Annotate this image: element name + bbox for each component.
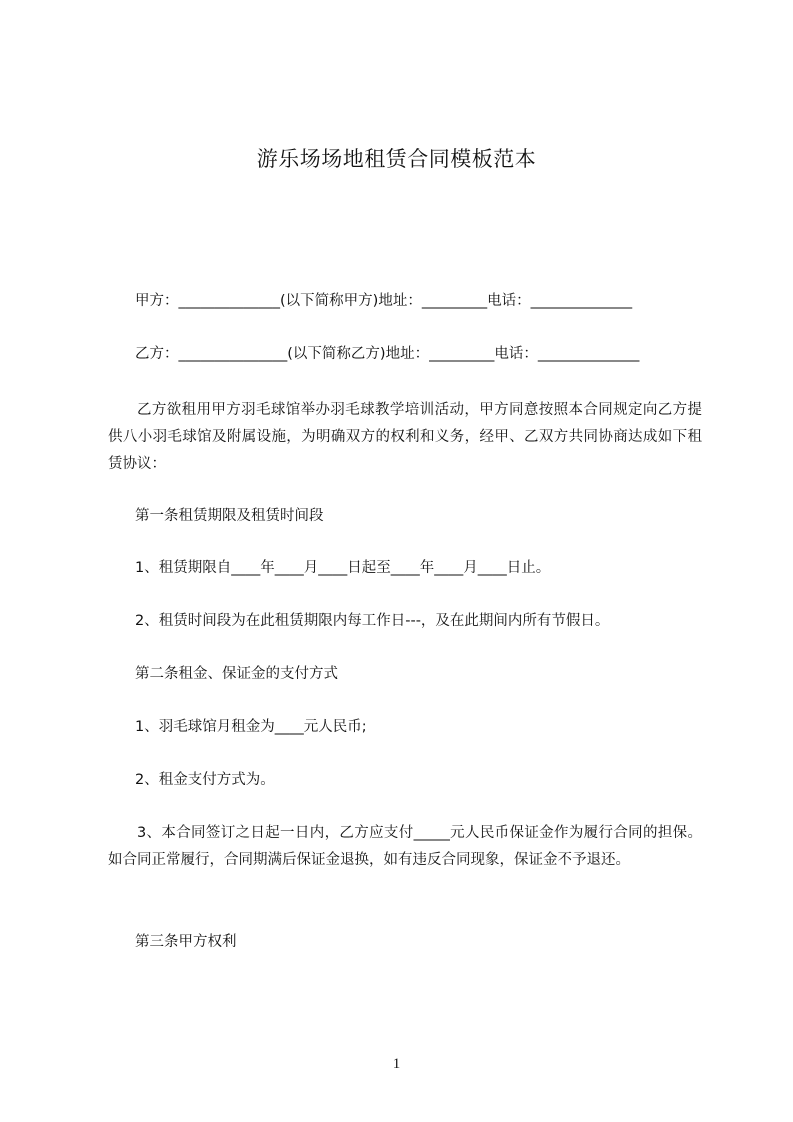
page-number: 1: [392, 1056, 401, 1072]
article-2-item-1: 1、羽毛球馆月租金为____元人民币;: [135, 719, 367, 735]
intro-paragraph: 乙方欲租用甲方羽毛球馆举办羽毛球教学培训活动，甲方同意按照本合同规定向乙方提供八小羽毛球馆及附属设施，为明确双方的权利和义务，经甲、乙双方共同协商达成如下租赁协议：: [108, 402, 702, 472]
article-1-item-1: 1、租赁期限自____年____月____日起至____年____月____日止。: [135, 560, 551, 576]
article-2-item-3: 3、本合同签订之日起一日内，乙方应支付_____元人民币保证金作为履行合同的担保。如合同正常履行，合同期满后保证金退换，如有违反合同现象，保证金不予退还。: [108, 825, 702, 868]
article-1-item-2: 2、租赁时间段为在此租赁期限内每工作日---，及在此期间内所有节假日。: [135, 613, 610, 629]
article-2-item-2: 2、租金支付方式为。: [135, 772, 275, 788]
document-title: 游乐场场地租赁合同模板范本: [256, 147, 537, 171]
article-1-title: 第一条租赁期限及租赁时间段: [135, 508, 324, 524]
party-b-line: 乙方：_______________(以下简称乙方)地址：_________电话：______________: [135, 346, 640, 362]
party-a-line: 甲方：______________(以下简称甲方)地址：_________电话：______________: [135, 293, 633, 309]
article-2-title: 第二条租金、保证金的支付方式: [135, 666, 338, 682]
article-3-title: 第三条甲方权利: [135, 934, 237, 950]
